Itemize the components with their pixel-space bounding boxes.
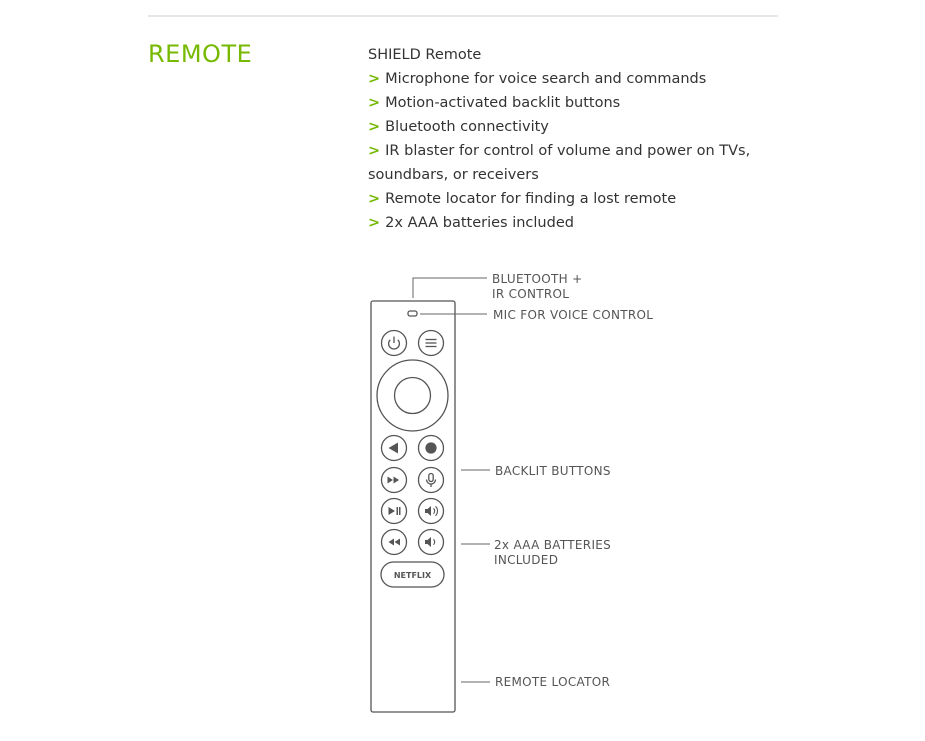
spec-item-continuation: soundbars, or receivers: [368, 167, 539, 183]
spec-item: > IR blaster for control of volume and power on TVs,: [368, 143, 751, 159]
play-pause-icon: [389, 507, 401, 515]
dpad-center-button-icon: [395, 378, 431, 414]
callout-bluetooth-line1: BLUETOOTH +: [492, 272, 583, 286]
section-title: REMOTE: [148, 40, 253, 68]
bullet-icon: >: [368, 143, 381, 159]
callout-batteries-line1: 2x AAA BATTERIES: [494, 538, 612, 552]
back-arrow-icon: [389, 443, 399, 454]
bullet-icon: >: [368, 71, 381, 87]
callout-locator: REMOTE LOCATOR: [495, 675, 611, 689]
callout-line-bluetooth: [413, 278, 487, 298]
speaker-icon: [425, 506, 431, 516]
rewind-icon: [389, 539, 401, 546]
bullet-icon: >: [368, 215, 381, 231]
microphone-icon: [427, 474, 436, 488]
bullet-icon: >: [368, 95, 381, 111]
spec-item: > Remote locator for finding a lost remote: [368, 191, 677, 207]
netflix-label: NETFLIX: [393, 571, 432, 580]
bullet-icon: >: [368, 119, 381, 135]
volume-up-icon: [434, 506, 438, 515]
indicator-light-icon: [408, 311, 417, 316]
spec-item: > 2x AAA batteries included: [368, 215, 574, 231]
speaker-down-icon: [425, 537, 431, 547]
power-symbol-icon: [389, 337, 400, 350]
spec-heading: SHIELD Remote: [368, 47, 482, 63]
bullet-icon: >: [368, 191, 381, 207]
dpad-ring-icon: [377, 360, 448, 431]
spec-item: > Bluetooth connectivity: [368, 119, 549, 135]
callout-batteries-line2: INCLUDED: [494, 553, 559, 567]
home-dot-icon: [425, 442, 436, 453]
mic-button-icon: [419, 468, 444, 493]
callout-mic: MIC FOR VOICE CONTROL: [493, 308, 654, 322]
callout-bluetooth-line2: IR CONTROL: [492, 287, 570, 301]
volume-down-wave-icon: [434, 539, 435, 545]
spec-item: > Motion-activated backlit buttons: [368, 95, 621, 111]
callout-backlit: BACKLIT BUTTONS: [495, 464, 611, 478]
menu-lines-icon: [426, 340, 437, 347]
spec-item: > Microphone for voice search and commands: [368, 71, 707, 87]
fast-forward-icon: [388, 477, 400, 484]
